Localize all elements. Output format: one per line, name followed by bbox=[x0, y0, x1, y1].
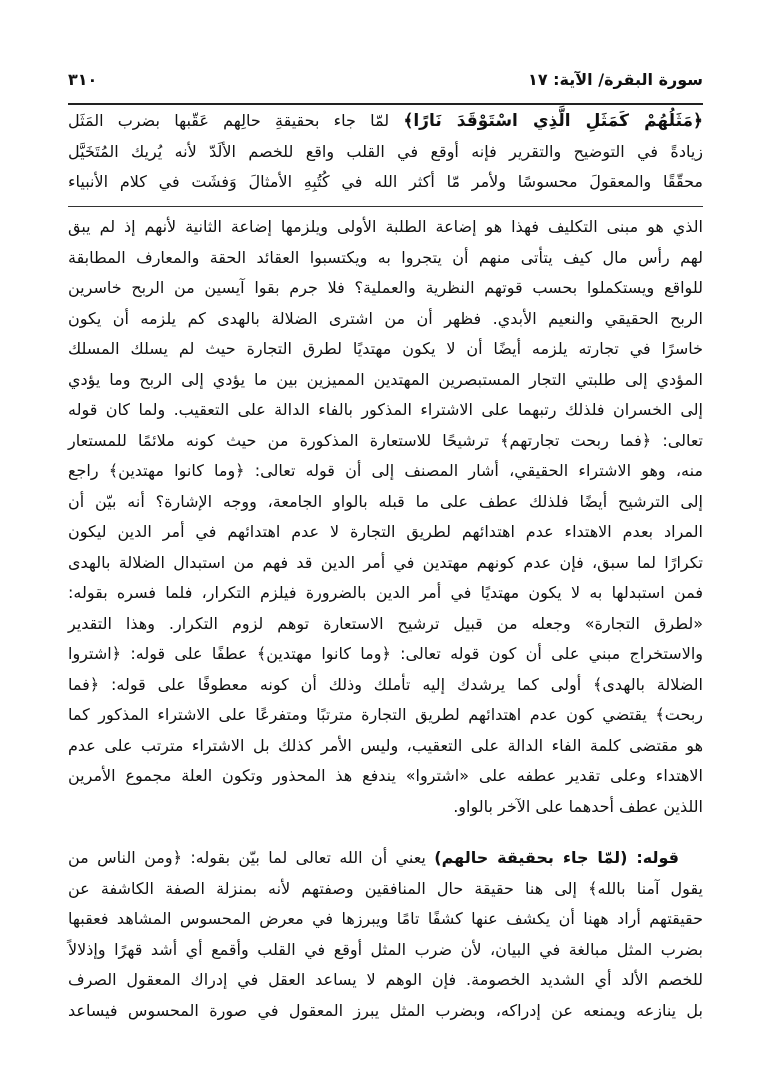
text-line: منه، وهو الاشتراء الحقيقي، أشار المصنف إلى أن قوله تعالى: ﴿وما كانوا مهتدين﴾ راجع bbox=[68, 461, 703, 480]
text-line: والاستخراج مبني على أن كون قوله تعالى: ﴿وما كانوا مهتدين﴾ عطفًا على قوله: ﴿اشتروا bbox=[68, 644, 703, 663]
section-separator bbox=[68, 206, 703, 207]
text-line: للخصم الألد أي الشديد الخصومة. فإن الوهم لا يساعد العقل في إدراك المعقول الصرف bbox=[68, 970, 703, 989]
text-line: تعالى: ﴿فما ربحت تجارتهم﴾ ترشيحًا للاستعارة المذكورة من حيث كونه ملائمًا للمستعار bbox=[68, 430, 703, 450]
text-line: الربح الحقيقي والنعيم الأبدي. فظهر أن من اشترى الضلالة بالهدى كم يلزمه أن يكون bbox=[68, 308, 703, 328]
commentary-paragraph-1 bbox=[68, 212, 703, 822]
text-line: «لطرق التجارة» وجعله من قبيل ترشيح الاستعارة توهم لزوم التكرار. وهذا التقدير bbox=[68, 613, 703, 633]
header-rule bbox=[68, 103, 703, 105]
surah-reference: سورة البقرة/ الآية: ١٧ bbox=[528, 70, 703, 89]
text-line: المراد بعدم الاهتداء عدم اهتدائهم لطريق التجارة لا عدم اهتدائهم في أمر الدين ليكون bbox=[68, 522, 703, 541]
text-line: فمن استبدلها به لا يكون مهتديًا في أمر الدين بالضرورة فيلزم التكرار، فلما فسره بقوله: bbox=[68, 583, 703, 602]
text-line bbox=[68, 843, 703, 874]
running-header bbox=[68, 66, 703, 96]
text-line: يقول آمنا بالله﴾ إلى هنا حقيقة حال المنافقين وصفتهم لأنه بمنزلة الصفة الكاشفة عن bbox=[68, 878, 703, 898]
text-fragment: يعني أن الله تعالى لما بيّن بقوله: ﴿ومن الناس من bbox=[68, 848, 426, 867]
page-number: ٣١٠ bbox=[68, 70, 98, 89]
commentary-paragraph-2 bbox=[68, 843, 703, 1026]
text-line: محقّقًا والمعقولَ محسوسًا ولأمر مّا أكثر الله في كُتُبِهِ الأمثالَ وَفشَت في كلام الأنبياء bbox=[68, 172, 703, 191]
commentary-lead: قوله: (لمّا جاء بحقيقة حالهم) bbox=[434, 848, 679, 867]
text-line: حقيقتهم أراد ههنا أن يكشف عنها كشفًا تامًا ويبرزها في معرض المحسوس المشاهد فعقبها bbox=[68, 909, 703, 928]
text-line: المؤدي إلى طلبتي التجار المستبصرين المهتدين المميزين بين ما يؤدي إلى الربح وما يؤدي bbox=[68, 369, 703, 389]
text-line bbox=[68, 106, 703, 137]
text-line: الذي هو مبنى التكليف فهذا هو إضاعة الطلبة الأولى ويلزمها إضاعة الثانية لأنهم إذ لم يبق bbox=[68, 217, 703, 236]
text-line: هو مقتضى كلمة الفاء الدالة على التعقيب، وليس الأمر كذلك بل الاشتراء مترتب على عدم bbox=[68, 735, 703, 755]
text-fragment: لمّا جاء بحقيقةِ حالِهم عَقّبها بضرب المَثَل bbox=[68, 111, 390, 130]
text-line: إلى الترشيح أيضًا فلذلك عطف على ما قبله بالواو الجامعة، ووجه الإشارة؟ أنه بيّن أن bbox=[68, 491, 703, 511]
text-line: بضرب المثل مبالغة في البيان، لأن ضرب المثل أوقع في القلب وأقمع أي أشد قهرًا وإذلالاً bbox=[68, 939, 703, 959]
text-line: اللذين عطف أحدهما على الآخر بالواو. bbox=[453, 796, 703, 816]
text-line: الاهتداء وعلى تقدير عطفه على «اشتروا» يندفع هذ المحذور وتكون العلة مجموع الأمرين bbox=[68, 766, 703, 785]
quran-verse: ﴿مَثَلُهُمْ كَمَثَلِ الَّذِي اسْتَوْقَدَ نَارًا﴾ bbox=[403, 111, 703, 131]
text-line: إلى الخسران فلذلك رتبهما على الاشتراء المذكور بالفاء الدالة على التعقيب. ولما كان قوله bbox=[68, 400, 703, 419]
text-line: خاسرًا في تجارته يلزمه أيضًا أن لا يكون مهتديًا لطرق التجارة حيث لم يسلك المسلك bbox=[68, 339, 703, 358]
text-line: الضلالة بالهدى﴾ أولى كما يرشدك إليه تأملك وذلك أن كونه معطوفًا على قوله: ﴿فما bbox=[68, 674, 703, 694]
main-text bbox=[68, 106, 703, 198]
text-line: تكرارًا لما سبق، فإن عدم كونهم مهتدين في أمر الدين قد فهم من استبدال الضلالة بالهدى bbox=[68, 552, 703, 572]
text-line: للواقع ويستكملوا بحسب قوتهم النظرية والعملية؟ فلا جرم بقوا آيسين من الربح خاسرين bbox=[68, 278, 703, 297]
text-line: ربحت﴾ يقتضي كون عدم اهتدائهم لطريق التجارة مترتبًا ومتفرعًا على الاشتراء المذكور كما bbox=[68, 705, 703, 724]
text-line: لهم رأس مال كيف يتأتى منهم أن يتجروا به ويكتسبوا العقائد الحقة والمعارف المطابقة bbox=[68, 247, 703, 267]
text-line: بل ينازعه ويمنعه عن إدراكه، وبضرب المثل يبرز المعقول في صورة المحسوس فيساعد bbox=[68, 1000, 703, 1020]
text-line: زيادةً في التوضيح والتقرير فإنه أوقع في القلب واقع للخصم الألَدّ لأنه يُريك المُتَخَيَّل bbox=[68, 141, 703, 161]
